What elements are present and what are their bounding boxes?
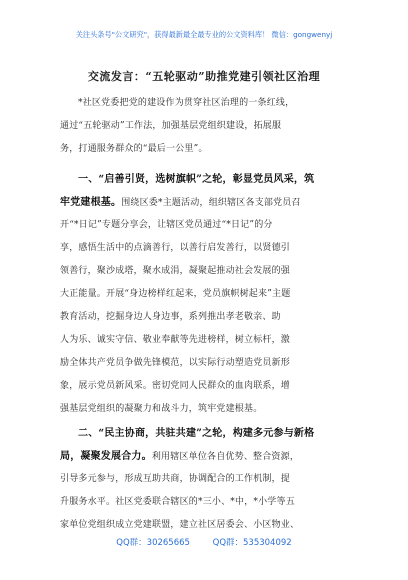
text-line: 人为乐、诚实守信、敬业奉献等先进榜样，树立标杆，激: [60, 335, 291, 345]
section-heading: 局，凝聚发展合力。: [60, 451, 152, 462]
text-line: 象，展示党员新风采。密切党同人民群众的血肉联系，增: [60, 381, 291, 391]
section-2: [60, 422, 350, 537]
text-line: 家单位党组织成立党建联盟，建立社区居委会、小区物业、: [60, 520, 300, 530]
header-banner: 关注头条号"公文研究"，获得最新最全最专业的公文资料库！ 微信：gongwenyj: [75, 30, 333, 39]
section-heading: 牢党建根基。: [60, 197, 122, 208]
text-line: 领善行，聚沙成塔，聚水成涓，凝聚起推动社会发展的强: [60, 266, 291, 276]
text-line: 务，打通服务群众的“最后一公里”。: [60, 144, 208, 154]
text-line: 开“*日记”专题分享会，让辖区党员通过“*日记”的分: [60, 220, 273, 230]
text-line: *社区党委把党的建设作为贯穿社区治理的一条红线，: [78, 98, 295, 108]
text-line: 强基层党组织的凝聚力和战斗力，筑牢党建根基。: [60, 404, 263, 414]
page-title: 交流发言：“五轮驱动”助推党建引领社区治理: [87, 70, 321, 83]
text-line: 励全体共产党员争做先锋模范，以实际行动塑造党员新形: [60, 358, 291, 368]
qq-group-1: QQ群：30265665: [116, 538, 190, 548]
text-fragment: 利用辖区单位各自优势、整合资源，: [151, 452, 300, 462]
text-line: 通过“五轮驱动”工作法，加强基层党组织建设，拓展服: [60, 121, 282, 131]
section-heading: 二、“民主协商，共驻共建”之轮，构建多元参与新格: [78, 428, 315, 439]
text-line: 引导多元参与，形成互助共商，协调配合的工作机制，提: [60, 474, 291, 484]
text-line: 享，感悟生活中的点滴善行，以善行启发善行，以贤德引: [60, 243, 291, 253]
text-line: 教育活动，挖掘身边人身边事，系列推出孝老敬亲、助: [60, 312, 281, 322]
text-line: 大正能量。开展“身边榜样红起来，党员旗帜树起来”主题: [60, 289, 291, 299]
section-heading: 一、“启善引贤，选树旗帜”之轮，彰显党员风采，筑: [78, 174, 315, 185]
intro-paragraph: [60, 92, 350, 161]
text-line: [60, 445, 350, 468]
qq-group-2: QQ群：535304092: [212, 538, 292, 548]
text-line: 升服务水平。社区党委联合辖区的*三小、*中，*小学等五: [60, 497, 295, 507]
section-1: [60, 168, 350, 421]
footer-contact: [0, 536, 408, 548]
text-fragment: 围绕区委*主题活动，组织辖区各支部党员召: [121, 198, 301, 208]
text-line: [60, 191, 350, 214]
